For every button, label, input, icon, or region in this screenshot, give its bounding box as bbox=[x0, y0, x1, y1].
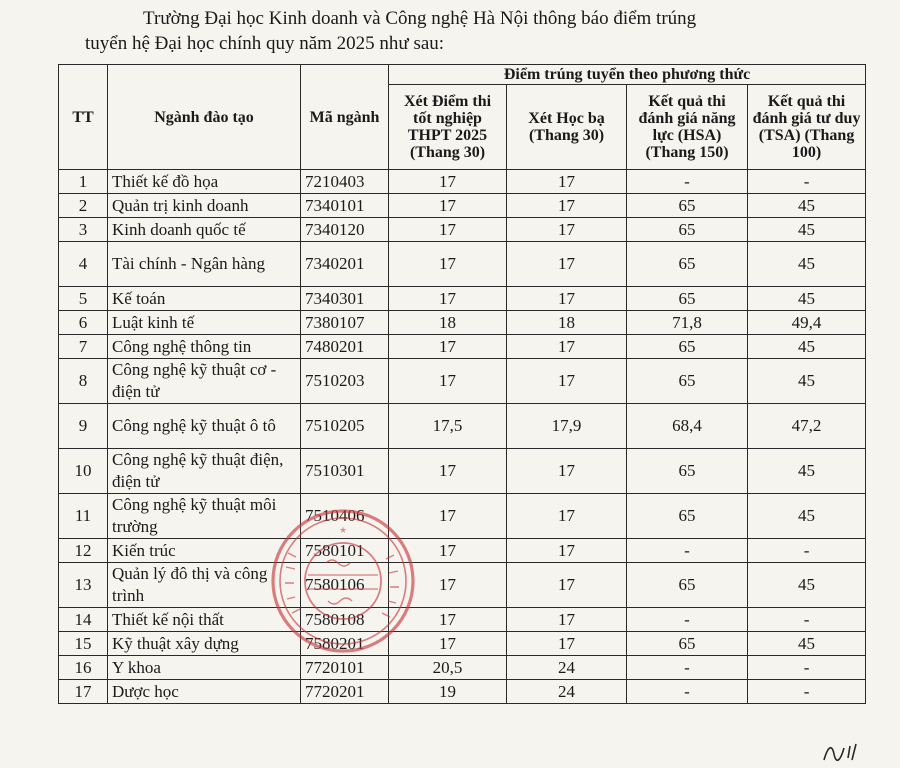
cell-hocba: 24 bbox=[507, 680, 627, 704]
table-row bbox=[59, 170, 866, 194]
table-row bbox=[59, 449, 866, 494]
cell-code: 7510406 bbox=[301, 494, 389, 539]
cell-hocba: 17 bbox=[507, 287, 627, 311]
cell-hsa: 65 bbox=[627, 194, 748, 218]
cell-major: Thiết kế đồ họa bbox=[108, 170, 301, 194]
cell-code: 7480201 bbox=[301, 335, 389, 359]
cell-code: 7720201 bbox=[301, 680, 389, 704]
cell-thpt: 17 bbox=[389, 242, 507, 287]
cell-hsa: 65 bbox=[627, 359, 748, 404]
cell-code: 7340201 bbox=[301, 242, 389, 287]
signature-mark bbox=[820, 740, 860, 764]
cell-major: Kế toán bbox=[108, 287, 301, 311]
cell-tsa: - bbox=[748, 170, 866, 194]
cell-code: 7580201 bbox=[301, 632, 389, 656]
cell-tt: 11 bbox=[59, 494, 108, 539]
cell-code: 7340120 bbox=[301, 218, 389, 242]
intro-paragraph bbox=[0, 6, 900, 56]
cell-hocba: 17 bbox=[507, 608, 627, 632]
cell-tsa: 45 bbox=[748, 563, 866, 608]
cell-thpt: 17,5 bbox=[389, 404, 507, 449]
header-method-tsa: Kết quả thi đánh giá tư duy (TSA) (Thang 100) bbox=[748, 85, 866, 170]
cell-thpt: 17 bbox=[389, 494, 507, 539]
intro-line-1: Trường Đại học Kinh doanh và Công nghệ Hà Nội thông báo điểm trúng bbox=[143, 8, 697, 29]
cell-tt: 8 bbox=[59, 359, 108, 404]
cell-hsa: 65 bbox=[627, 287, 748, 311]
table-row bbox=[59, 194, 866, 218]
cell-major: Thiết kế nội thất bbox=[108, 608, 301, 632]
admission-scores-table bbox=[58, 64, 866, 704]
cell-thpt: 17 bbox=[389, 194, 507, 218]
cell-hsa: 71,8 bbox=[627, 311, 748, 335]
header-method-thpt: Xét Điểm thi tốt nghiệp THPT 2025 (Thang 30) bbox=[389, 85, 507, 170]
cell-code: 7210403 bbox=[301, 170, 389, 194]
cell-hsa: - bbox=[627, 656, 748, 680]
cell-code: 7580106 bbox=[301, 563, 389, 608]
cell-thpt: 19 bbox=[389, 680, 507, 704]
table-row bbox=[59, 656, 866, 680]
table-row bbox=[59, 539, 866, 563]
cell-hocba: 17,9 bbox=[507, 404, 627, 449]
cell-hsa: 65 bbox=[627, 632, 748, 656]
table-row bbox=[59, 242, 866, 287]
header-tt: TT bbox=[59, 65, 108, 170]
cell-tt: 13 bbox=[59, 563, 108, 608]
cell-thpt: 17 bbox=[389, 539, 507, 563]
header-method-hsa: Kết quả thi đánh giá năng lực (HSA) (Thang 150) bbox=[627, 85, 748, 170]
cell-hocba: 17 bbox=[507, 218, 627, 242]
table-row bbox=[59, 404, 866, 449]
cell-tsa: 45 bbox=[748, 449, 866, 494]
cell-code: 7510203 bbox=[301, 359, 389, 404]
cell-tt: 9 bbox=[59, 404, 108, 449]
cell-tsa: 45 bbox=[748, 287, 866, 311]
table-row bbox=[59, 287, 866, 311]
cell-tsa: - bbox=[748, 608, 866, 632]
cell-tsa: 45 bbox=[748, 632, 866, 656]
cell-tt: 3 bbox=[59, 218, 108, 242]
cell-hocba: 17 bbox=[507, 194, 627, 218]
cell-tsa: - bbox=[748, 680, 866, 704]
cell-code: 7380107 bbox=[301, 311, 389, 335]
cell-thpt: 17 bbox=[389, 563, 507, 608]
cell-tt: 16 bbox=[59, 656, 108, 680]
table-row bbox=[59, 311, 866, 335]
cell-tsa: 49,4 bbox=[748, 311, 866, 335]
cell-tsa: 45 bbox=[748, 494, 866, 539]
cell-code: 7510205 bbox=[301, 404, 389, 449]
cell-thpt: 17 bbox=[389, 608, 507, 632]
cell-thpt: 18 bbox=[389, 311, 507, 335]
cell-hocba: 18 bbox=[507, 311, 627, 335]
cell-major: Công nghệ kỹ thuật cơ - điện tử bbox=[108, 359, 301, 404]
cell-hocba: 17 bbox=[507, 494, 627, 539]
header-major: Ngành đào tạo bbox=[108, 65, 301, 170]
cell-hocba: 17 bbox=[507, 170, 627, 194]
table-row bbox=[59, 494, 866, 539]
cell-tsa: 47,2 bbox=[748, 404, 866, 449]
cell-code: 7580101 bbox=[301, 539, 389, 563]
cell-hsa: 65 bbox=[627, 242, 748, 287]
cell-major: Tài chính - Ngân hàng bbox=[108, 242, 301, 287]
cell-tt: 2 bbox=[59, 194, 108, 218]
cell-tt: 15 bbox=[59, 632, 108, 656]
cell-hocba: 17 bbox=[507, 563, 627, 608]
cell-thpt: 17 bbox=[389, 335, 507, 359]
cell-hsa: - bbox=[627, 539, 748, 563]
cell-thpt: 20,5 bbox=[389, 656, 507, 680]
cell-code: 7340301 bbox=[301, 287, 389, 311]
cell-hocba: 24 bbox=[507, 656, 627, 680]
table-row bbox=[59, 335, 866, 359]
cell-tsa: 45 bbox=[748, 359, 866, 404]
cell-hsa: - bbox=[627, 680, 748, 704]
cell-tt: 12 bbox=[59, 539, 108, 563]
cell-tsa: 45 bbox=[748, 194, 866, 218]
cell-major: Công nghệ kỹ thuật môi trường bbox=[108, 494, 301, 539]
cell-major: Công nghệ thông tin bbox=[108, 335, 301, 359]
cell-thpt: 17 bbox=[389, 449, 507, 494]
svg-text:★: ★ bbox=[338, 525, 348, 535]
intro-line-2: tuyển hệ Đại học chính quy năm 2025 như sau: bbox=[85, 33, 445, 54]
cell-hocba: 17 bbox=[507, 335, 627, 359]
cell-thpt: 17 bbox=[389, 170, 507, 194]
cell-major: Công nghệ kỹ thuật điện, điện tử bbox=[108, 449, 301, 494]
cell-tt: 4 bbox=[59, 242, 108, 287]
cell-code: 7510301 bbox=[301, 449, 389, 494]
cell-tt: 7 bbox=[59, 335, 108, 359]
cell-major: Luật kinh tế bbox=[108, 311, 301, 335]
cell-thpt: 17 bbox=[389, 287, 507, 311]
cell-thpt: 17 bbox=[389, 632, 507, 656]
cell-major: Kinh doanh quốc tế bbox=[108, 218, 301, 242]
cell-hocba: 17 bbox=[507, 539, 627, 563]
table-row bbox=[59, 218, 866, 242]
cell-major: Quản trị kinh doanh bbox=[108, 194, 301, 218]
header-method-hocba: Xét Học bạ (Thang 30) bbox=[507, 85, 627, 170]
cell-thpt: 17 bbox=[389, 218, 507, 242]
table-row bbox=[59, 359, 866, 404]
table-row bbox=[59, 608, 866, 632]
cell-tt: 1 bbox=[59, 170, 108, 194]
cell-tt: 6 bbox=[59, 311, 108, 335]
cell-hocba: 17 bbox=[507, 632, 627, 656]
cell-hocba: 17 bbox=[507, 242, 627, 287]
cell-code: 7720101 bbox=[301, 656, 389, 680]
table-row bbox=[59, 680, 866, 704]
cell-tsa: 45 bbox=[748, 218, 866, 242]
cell-tt: 10 bbox=[59, 449, 108, 494]
cell-hsa: 65 bbox=[627, 335, 748, 359]
cell-code: 7340101 bbox=[301, 194, 389, 218]
cell-tt: 17 bbox=[59, 680, 108, 704]
cell-hocba: 17 bbox=[507, 359, 627, 404]
header-method-group: Điểm trúng tuyển theo phương thức bbox=[389, 65, 866, 85]
cell-hocba: 17 bbox=[507, 449, 627, 494]
cell-code: 7580108 bbox=[301, 608, 389, 632]
cell-hsa: - bbox=[627, 608, 748, 632]
cell-hsa: 65 bbox=[627, 449, 748, 494]
cell-hsa: - bbox=[627, 170, 748, 194]
cell-tt: 14 bbox=[59, 608, 108, 632]
cell-major: Kiến trúc bbox=[108, 539, 301, 563]
cell-major: Quản lý đô thị và công trình bbox=[108, 563, 301, 608]
cell-hsa: 68,4 bbox=[627, 404, 748, 449]
cell-major: Dược học bbox=[108, 680, 301, 704]
cell-tsa: - bbox=[748, 539, 866, 563]
cell-tsa: 45 bbox=[748, 335, 866, 359]
cell-major: Công nghệ kỹ thuật ô tô bbox=[108, 404, 301, 449]
cell-major: Y khoa bbox=[108, 656, 301, 680]
cell-tt: 5 bbox=[59, 287, 108, 311]
cell-major: Kỹ thuật xây dựng bbox=[108, 632, 301, 656]
cell-tsa: 45 bbox=[748, 242, 866, 287]
cell-thpt: 17 bbox=[389, 359, 507, 404]
table-row bbox=[59, 632, 866, 656]
table-row bbox=[59, 563, 866, 608]
cell-hsa: 65 bbox=[627, 563, 748, 608]
cell-tsa: - bbox=[748, 656, 866, 680]
cell-hsa: 65 bbox=[627, 494, 748, 539]
header-code: Mã ngành bbox=[301, 65, 389, 170]
cell-hsa: 65 bbox=[627, 218, 748, 242]
